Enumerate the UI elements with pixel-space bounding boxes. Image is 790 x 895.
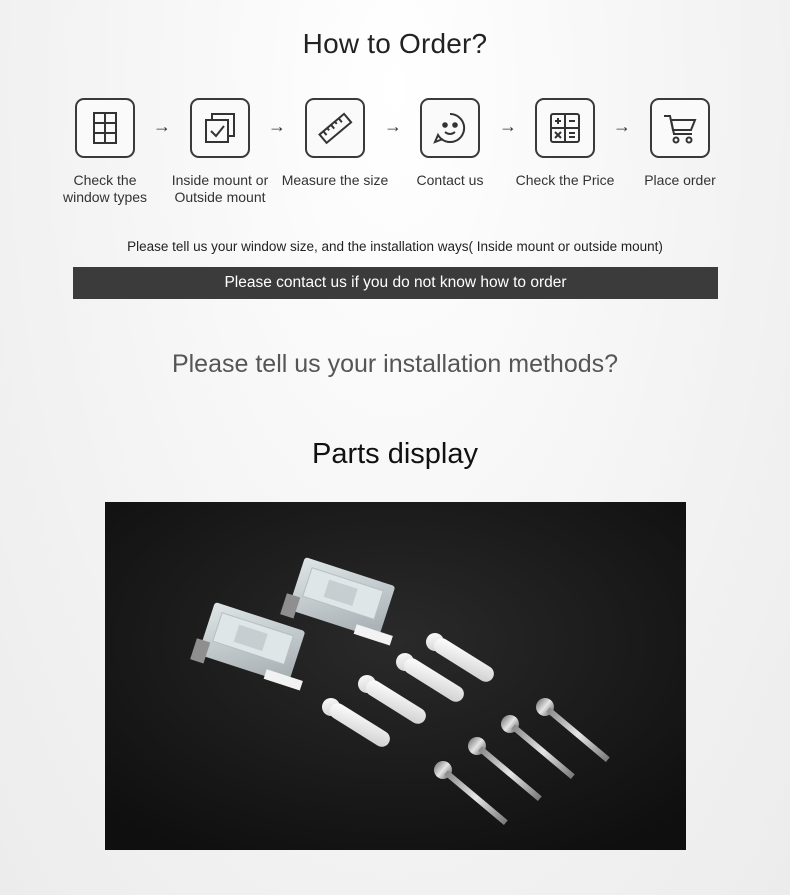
step-measure-size bbox=[270, 98, 400, 189]
installation-question: Please tell us your installation methods? bbox=[171, 350, 619, 378]
page-title: How to Order? bbox=[302, 28, 488, 59]
step-label: Place order bbox=[644, 172, 716, 188]
cart-icon bbox=[650, 98, 710, 158]
arrow-icon: → bbox=[499, 116, 517, 136]
step-check-window-types bbox=[40, 98, 170, 206]
calculator-icon bbox=[535, 98, 595, 158]
window-grid-icon bbox=[75, 98, 135, 158]
parts-title: Parts display bbox=[311, 438, 478, 470]
step-mount-type bbox=[155, 98, 285, 206]
step-label: Check the window types bbox=[62, 172, 148, 205]
contact-banner-text: Please contact us if you do not know how to order bbox=[224, 274, 567, 291]
step-label: Inside mount or Outside mount bbox=[171, 172, 269, 205]
parts-photo bbox=[105, 502, 686, 850]
arrow-icon: → bbox=[153, 116, 171, 136]
instructions-note: Please tell us your window size, and the installation ways( Inside mount or outside mount) bbox=[127, 239, 663, 254]
step-check-price bbox=[500, 98, 630, 189]
arrow-icon: → bbox=[613, 116, 631, 136]
step-label: Check the Price bbox=[515, 172, 615, 188]
step-label: Measure the size bbox=[281, 172, 389, 188]
contact-banner bbox=[73, 267, 718, 299]
step-contact-us bbox=[385, 98, 515, 189]
arrow-icon: → bbox=[268, 116, 286, 136]
ruler-icon bbox=[305, 98, 365, 158]
step-label: Contact us bbox=[416, 172, 484, 188]
mount-icon bbox=[190, 98, 250, 158]
step-place-order bbox=[615, 98, 745, 189]
chat-face-icon bbox=[420, 98, 480, 158]
arrow-icon: → bbox=[384, 116, 402, 136]
order-steps bbox=[0, 98, 790, 218]
